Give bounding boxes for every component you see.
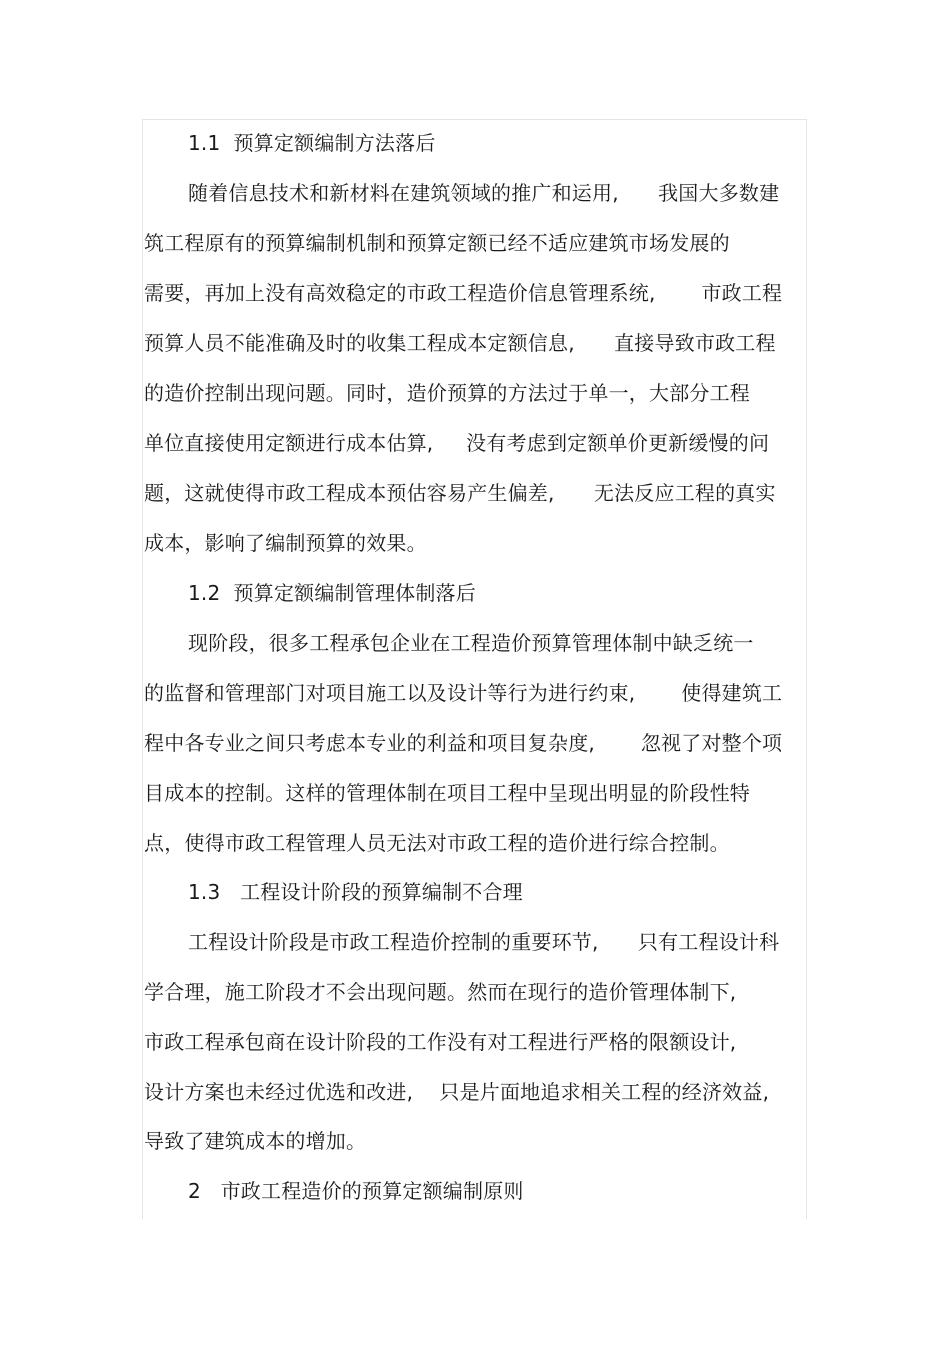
paragraph-line: 的造价控制出现问题。同时，造价预算的方法过于单一，大部分工程 bbox=[144, 381, 750, 405]
paragraph-line: 随着信息技术和新材料在建筑领域的推广和运用, 我国大多数建 bbox=[188, 181, 780, 205]
paragraph-line: 目成本的控制。这样的管理体制在项目工程中呈现出明显的阶段性特 bbox=[144, 781, 750, 805]
paragraph-line: 筑工程原有的预算编制机制和预算定额已经不适应建筑市场发展的 bbox=[144, 231, 730, 255]
paragraph-line: 市政工程承包商在设计阶段的工作没有对工程进行严格的限额设计, bbox=[144, 1030, 737, 1054]
paragraph-line: 学合理，施工阶段才不会出现问题。然而在现行的造价管理体制下, bbox=[144, 980, 737, 1004]
paragraph-line: 导致了建筑成本的增加。 bbox=[144, 1129, 367, 1153]
paragraph-line: 预算人员不能准确及时的收集工程成本定额信息, 直接导致市政工程 bbox=[144, 331, 776, 355]
section-heading-2: 2 市政工程造价的预算定额编制原则 bbox=[188, 1179, 524, 1203]
section-heading-1-2: 1.2 预算定额编制管理体制落后 bbox=[188, 581, 476, 605]
paragraph-line: 点，使得市政工程管理人员无法对市政工程的造价进行综合控制。 bbox=[144, 831, 730, 855]
paragraph-line: 成本，影响了编制预算的效果。 bbox=[144, 531, 427, 555]
paragraph-line: 现阶段，很多工程承包企业在工程造价预算管理体制中缺乏统一 bbox=[188, 631, 754, 655]
section-heading-1-1: 1.1 预算定额编制方法落后 bbox=[188, 131, 436, 155]
paragraph-line: 需要，再加上没有高效稳定的市政工程造价信息管理系统, 市政工程 bbox=[144, 281, 783, 305]
paragraph-line: 题，这就使得市政工程成本预估容易产生偏差, 无法反应工程的真实 bbox=[144, 481, 776, 505]
paragraph-line: 程中各专业之间只考虑本专业的利益和项目复杂度, 忽视了对整个项 bbox=[144, 731, 783, 755]
paragraph-line: 设计方案也未经过优选和改进, 只是片面地追求相关工程的经济效益, bbox=[144, 1080, 770, 1104]
section-heading-1-3: 1.3 工程设计阶段的预算编制不合理 bbox=[188, 880, 523, 904]
paragraph-line: 工程设计阶段是市政工程造价控制的重要环节, 只有工程设计科 bbox=[188, 930, 780, 954]
paragraph-line: 的监督和管理部门对项目施工以及设计等行为进行约束, 使得建筑工 bbox=[144, 681, 783, 705]
paragraph-line: 单位直接使用定额进行成本估算, 没有考虑到定额单价更新缓慢的问 bbox=[144, 431, 770, 455]
